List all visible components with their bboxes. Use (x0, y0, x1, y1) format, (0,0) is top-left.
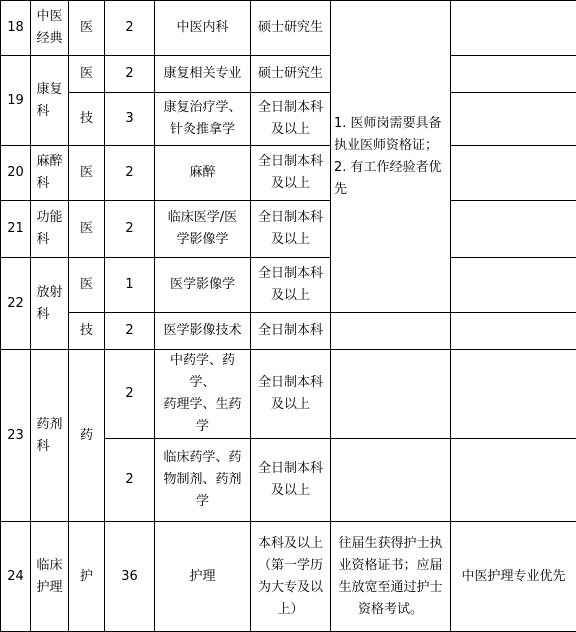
row-number: 19 (1, 56, 31, 146)
education: 本科及以上 （第一学历 为大专及以 上） (251, 522, 331, 632)
post-type: 医 (69, 1, 105, 56)
post-type: 医 (69, 258, 105, 313)
table-row (1, 93, 576, 146)
post-type: 技 (69, 313, 105, 350)
major: 临床医学/医 学影像学 (155, 201, 251, 258)
row-number: 20 (1, 146, 31, 201)
department: 麻醉 科 (31, 146, 69, 201)
post-type: 医 (69, 56, 105, 93)
requirement (331, 350, 451, 439)
shared-requirement: 1. 医师岗需要具备 执业医师资格证； 2. 有工作经验者优 先 (331, 1, 451, 313)
post-type: 技 (69, 93, 105, 146)
headcount: 2 (105, 350, 155, 439)
major: 临床药学、药 物制剂、药剂 学 (155, 439, 251, 522)
headcount: 2 (105, 146, 155, 201)
headcount: 2 (105, 201, 155, 258)
headcount: 2 (105, 56, 155, 93)
table-row (1, 350, 576, 439)
education: 硕士研究生 (251, 1, 331, 56)
education: 全日制本科 及以上 (251, 258, 331, 313)
requirement (331, 313, 451, 350)
education: 全日制本科 (251, 313, 331, 350)
major: 康复治疗学、 针灸推拿学 (155, 93, 251, 146)
requirement (331, 439, 451, 522)
education: 全日制本科 及以上 (251, 201, 331, 258)
major: 护理 (155, 522, 251, 632)
note: 中医护理专业优先 (451, 522, 576, 632)
note (451, 93, 576, 146)
major: 康复相关专业 (155, 56, 251, 93)
major: 麻醉 (155, 146, 251, 201)
post-type: 医 (69, 201, 105, 258)
headcount: 1 (105, 258, 155, 313)
major: 医学影像学 (155, 258, 251, 313)
row-number: 24 (1, 522, 31, 632)
note (451, 146, 576, 201)
education: 全日制本科 及以上 (251, 350, 331, 439)
headcount: 2 (105, 439, 155, 522)
department: 功能 科 (31, 201, 69, 258)
education: 硕士研究生 (251, 56, 331, 93)
table-row (1, 146, 576, 201)
table-row (1, 201, 576, 258)
education: 全日制本科 及以上 (251, 93, 331, 146)
note (451, 313, 576, 350)
table-row (1, 313, 576, 350)
note (451, 56, 576, 93)
row-number: 22 (1, 258, 31, 350)
department: 放射 科 (31, 258, 69, 350)
table-row (1, 522, 576, 632)
headcount: 2 (105, 313, 155, 350)
row-number: 18 (1, 1, 31, 56)
note (451, 439, 576, 522)
headcount: 2 (105, 1, 155, 56)
department: 康复 科 (31, 56, 69, 146)
note (451, 350, 576, 439)
note (451, 1, 576, 56)
row-number: 21 (1, 201, 31, 258)
table-row (1, 258, 576, 313)
department: 临床 护理 (31, 522, 69, 632)
major: 医学影像技术 (155, 313, 251, 350)
post-type: 药 (69, 350, 105, 522)
education: 全日制本科 及以上 (251, 146, 331, 201)
post-type: 护 (69, 522, 105, 632)
requirement: 往届生获得护士执 业资格证书；应届 生放宽至通过护士 资格考试。 (331, 522, 451, 632)
major: 中药学、药学、 药理学、生药 学 (155, 350, 251, 439)
post-type: 医 (69, 146, 105, 201)
table-row (1, 56, 576, 93)
note (451, 258, 576, 313)
department: 药剂 科 (31, 350, 69, 522)
row-number: 23 (1, 350, 31, 522)
table-row (1, 1, 576, 56)
headcount: 36 (105, 522, 155, 632)
education: 全日制本科 及以上 (251, 439, 331, 522)
major: 中医内科 (155, 1, 251, 56)
note (451, 201, 576, 258)
department: 中医 经典 (31, 1, 69, 56)
headcount: 3 (105, 93, 155, 146)
